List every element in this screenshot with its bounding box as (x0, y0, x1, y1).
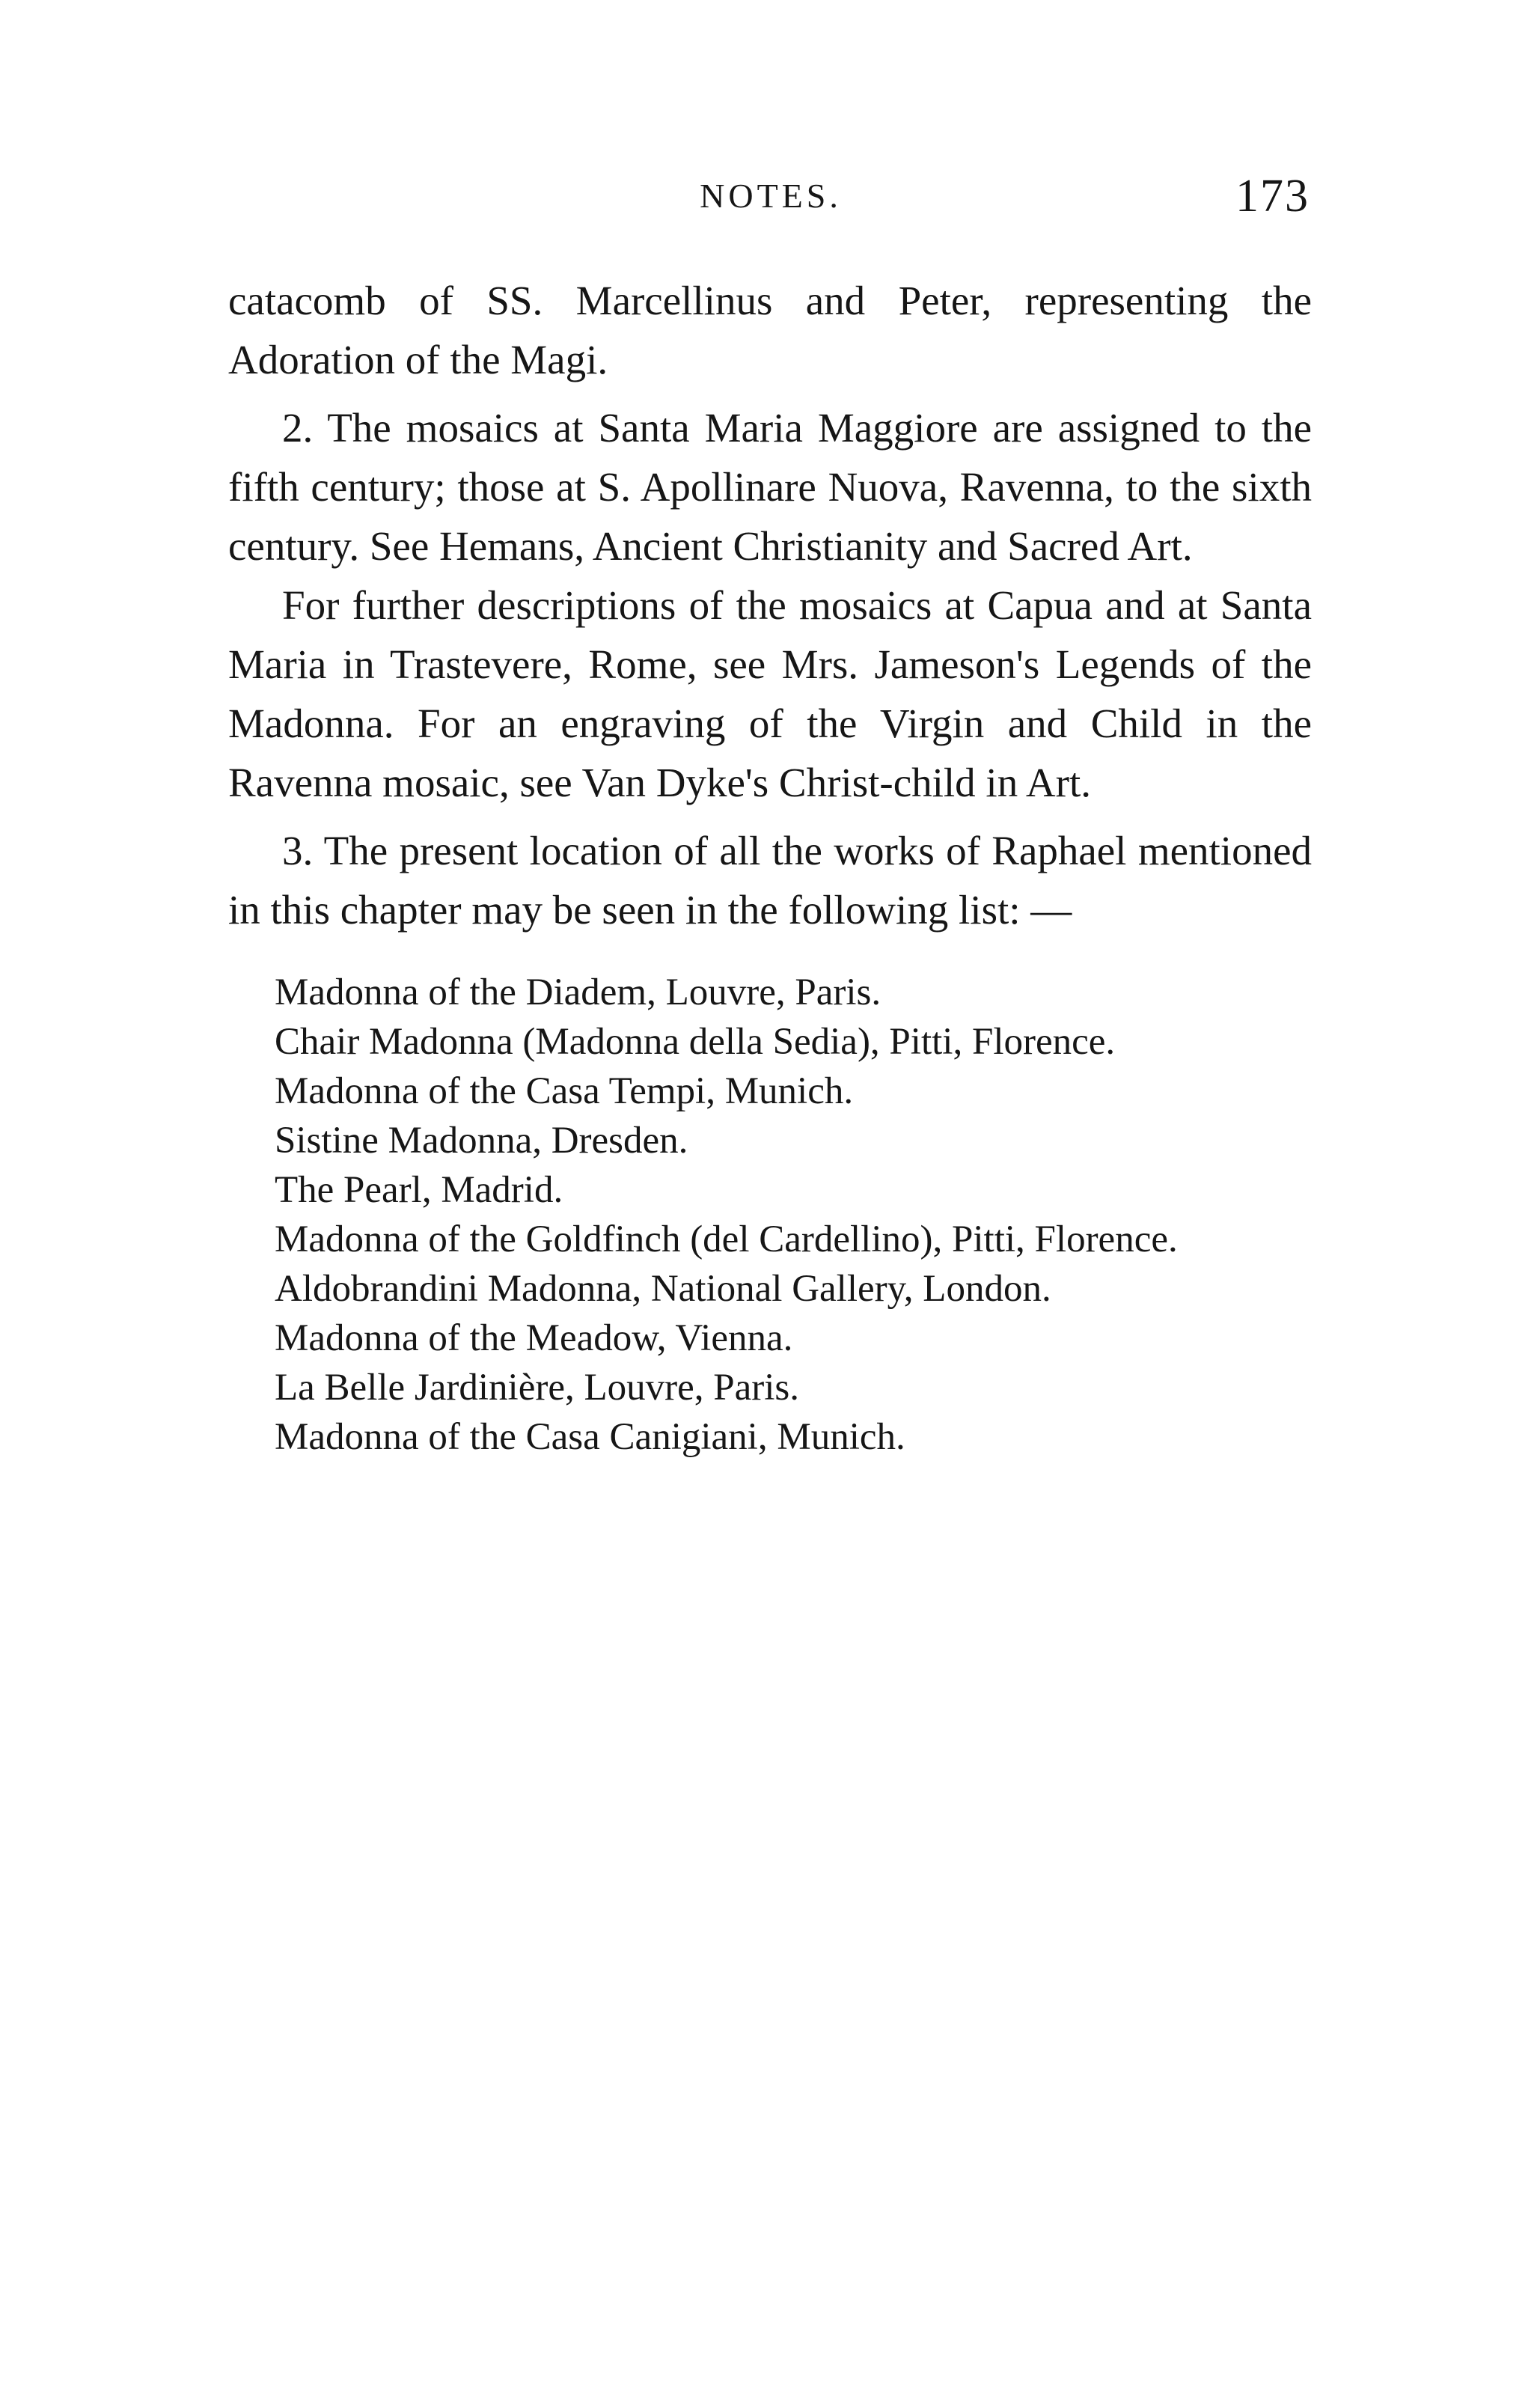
running-head (224, 171, 1317, 226)
list-item: Madonna of the Casa Tempi, Munich. (275, 1070, 854, 1112)
list-item: La Belle Jardinière, Louvre, Paris. (275, 1367, 800, 1409)
list-item: Madonna of the Goldfinch (del Cardellino), Pitti, Florence. (275, 1218, 1178, 1260)
paragraph-continuation: catacomb of SS. Marcellinus and Peter, representing the Adoration of the Magi. (228, 278, 1312, 382)
notes-body (228, 271, 1312, 1462)
list-item: Chair Madonna (Madonna della Sedia), Pitti, Florence. (275, 1021, 1116, 1063)
further-descriptions-paragraph: For further descriptions of the mosaics at Capua and at Santa Maria in Trastevere, Rome, see Mrs. Jameson's Legends of the Madonna. For an engraving of the Virgin and Child in the Ravenna mosaic, see Van Dyke's Christ-child in Art. (228, 582, 1312, 805)
raphael-works-list (228, 968, 1312, 1462)
note-3-paragraph: 3. The present location of all the works of Raphael mentioned in this chapter may be seen in the following list: — (228, 828, 1312, 933)
note-2-paragraph: 2. The mosaics at Santa Maria Maggiore are assigned to the fifth century; those at S. Apollinare Nuova, Ravenna, to the sixth century. See Hemans, Ancient Christianity and Sacred Art. (228, 405, 1312, 569)
list-item: Sistine Madonna, Dresden. (275, 1120, 688, 1162)
list-item: Madonna of the Casa Canigiani, Munich. (275, 1416, 905, 1458)
page-number: 173 (1235, 171, 1310, 222)
list-item: Aldobrandini Madonna, National Gallery, London. (275, 1268, 1051, 1310)
list-item: The Pearl, Madrid. (275, 1169, 563, 1211)
list-item: Madonna of the Diadem, Louvre, Paris. (275, 971, 881, 1013)
list-item: Madonna of the Meadow, Vienna. (275, 1317, 793, 1359)
running-title: NOTES. (700, 177, 842, 215)
